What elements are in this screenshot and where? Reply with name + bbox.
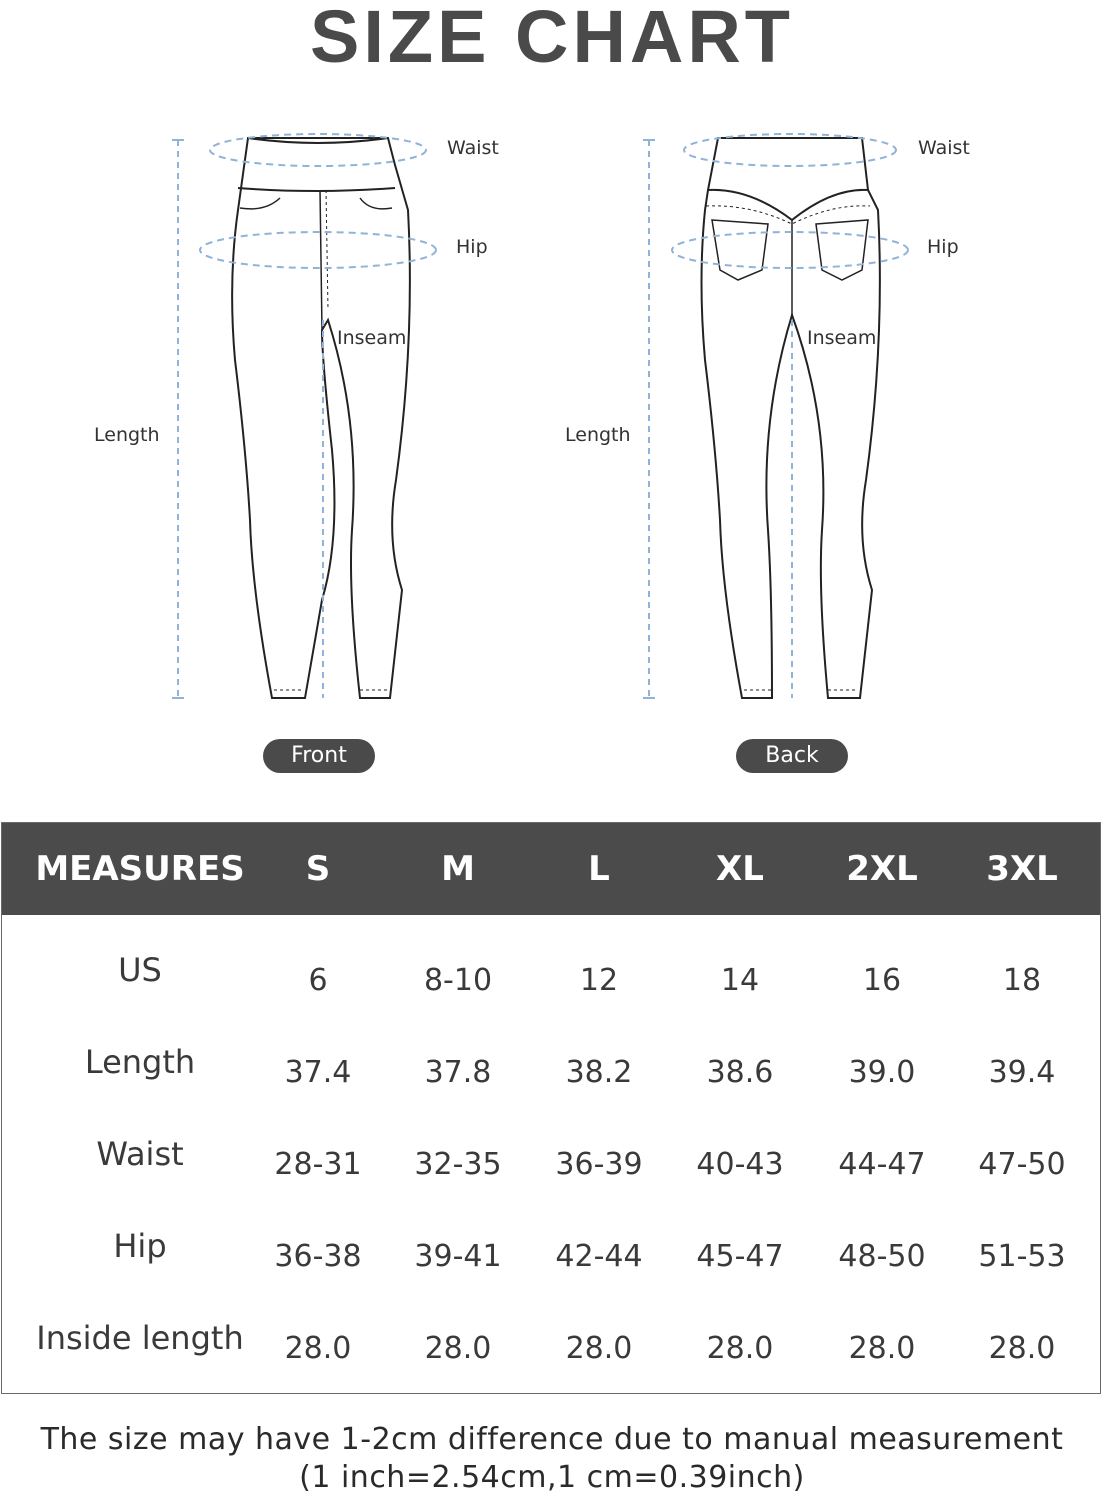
cell: 28.0	[424, 1331, 492, 1366]
cell: 28.0	[848, 1331, 916, 1366]
cell: 51-53	[978, 1239, 1066, 1274]
cell: 6	[308, 963, 328, 998]
cell: 38.2	[565, 1055, 633, 1090]
header-size-xl: XL	[716, 849, 764, 889]
table-row	[2, 1211, 1100, 1303]
cell: 28.0	[565, 1331, 633, 1366]
cell: 39.4	[988, 1055, 1056, 1090]
front-inseam-label: Inseam	[337, 327, 407, 349]
back-diagram	[560, 120, 970, 720]
header-measures: MEASURES	[35, 849, 245, 889]
cell: 40-43	[696, 1147, 784, 1182]
front-leggings-illustration	[90, 120, 470, 720]
table-row	[2, 1303, 1100, 1395]
table-row	[2, 935, 1100, 1027]
cell: 37.4	[284, 1055, 352, 1090]
cell: 45-47	[696, 1239, 784, 1274]
row-label-inside-length: Inside length	[36, 1319, 244, 1357]
table-row	[2, 1027, 1100, 1119]
cell: 28.0	[284, 1331, 352, 1366]
back-length-label: Length	[565, 424, 631, 446]
cell: 39-41	[414, 1239, 502, 1274]
conversion-note: (1 inch=2.54cm,1 cm=0.39inch)	[299, 1460, 805, 1495]
cell: 8-10	[423, 963, 493, 998]
front-waist-label: Waist	[447, 137, 499, 159]
page-title: SIZE CHART	[310, 0, 794, 78]
back-inseam-label: Inseam	[807, 327, 877, 349]
header-size-l: L	[588, 849, 610, 889]
table-row	[2, 1119, 1100, 1211]
back-leggings-illustration	[560, 120, 940, 720]
cell: 28-31	[274, 1147, 362, 1182]
front-view-badge: Front	[263, 739, 375, 773]
header-size-2xl: 2XL	[846, 849, 918, 889]
header-size-m: M	[441, 849, 475, 889]
front-length-label: Length	[94, 424, 160, 446]
table-header	[2, 823, 1100, 915]
front-hip-label: Hip	[456, 236, 488, 258]
cell: 44-47	[838, 1147, 926, 1182]
back-waist-label: Waist	[918, 137, 970, 159]
cell: 38.6	[706, 1055, 774, 1090]
front-diagram	[90, 120, 499, 720]
cell: 42-44	[555, 1239, 643, 1274]
cell: 37.8	[424, 1055, 492, 1090]
header-size-s: S	[305, 849, 331, 889]
cell: 16	[862, 963, 902, 998]
cell: 12	[579, 963, 619, 998]
header-size-3xl: 3XL	[986, 849, 1058, 889]
back-hip-label: Hip	[927, 236, 959, 258]
cell: 36-38	[274, 1239, 362, 1274]
row-label-hip: Hip	[113, 1227, 167, 1265]
cell: 32-35	[414, 1147, 502, 1182]
cell: 28.0	[706, 1331, 774, 1366]
row-label-waist: Waist	[96, 1135, 184, 1173]
back-view-badge: Back	[736, 739, 848, 773]
cell: 39.0	[848, 1055, 916, 1090]
size-table	[1, 822, 1101, 1394]
cell: 14	[720, 963, 760, 998]
measurement-note: The size may have 1-2cm difference due to manual measurement	[40, 1422, 1064, 1457]
row-label-us: US	[118, 951, 162, 989]
cell: 47-50	[978, 1147, 1066, 1182]
cell: 48-50	[838, 1239, 926, 1274]
cell: 28.0	[988, 1331, 1056, 1366]
cell: 18	[1002, 963, 1042, 998]
cell: 36-39	[555, 1147, 643, 1182]
row-label-length: Length	[84, 1043, 196, 1081]
